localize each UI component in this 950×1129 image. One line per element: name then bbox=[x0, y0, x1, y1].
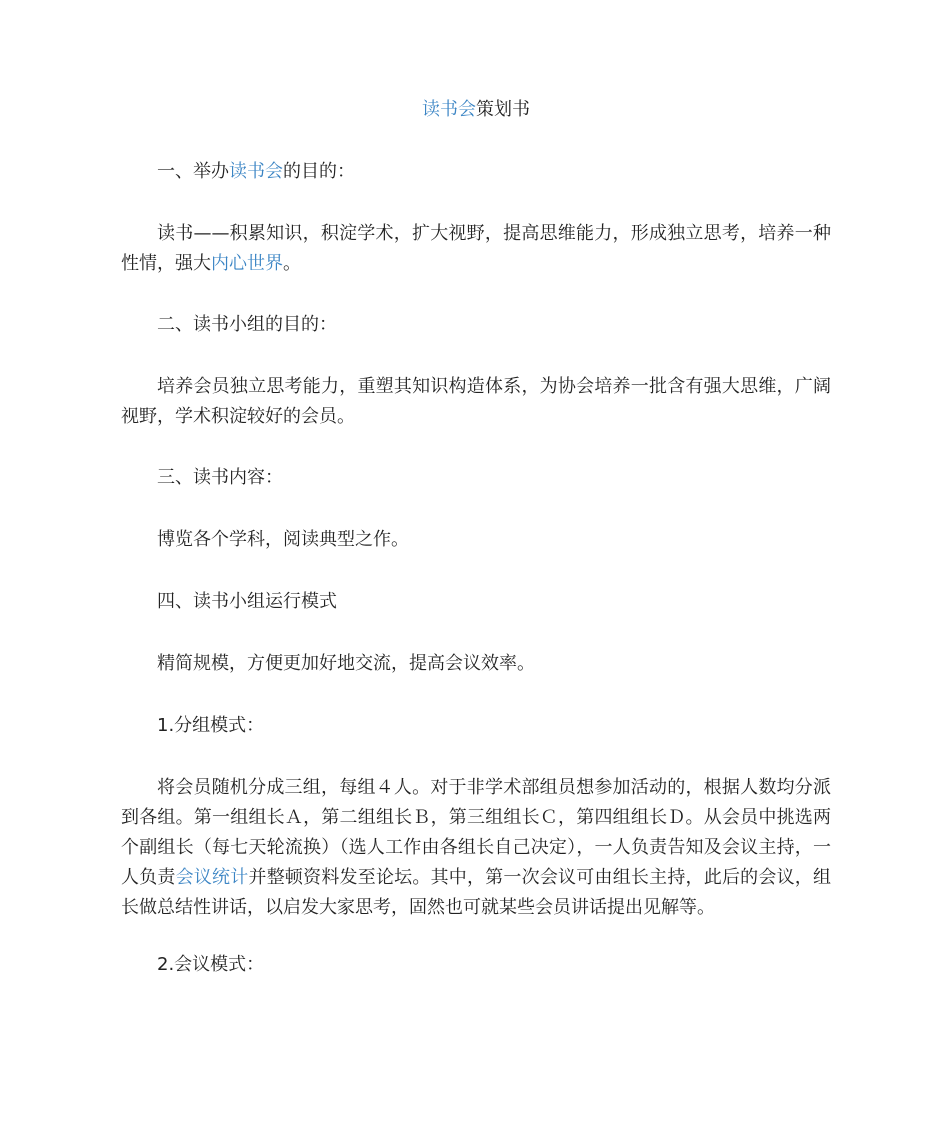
section4-heading: 四、读书小组运行模式 bbox=[157, 591, 337, 612]
section1-body-link[interactable]: 内心世界 bbox=[211, 253, 283, 274]
section1-body-pre: 读书——积累知识，积淀学术，扩大视野，提高思维能力，形成独立思考，培养一种性情，强大 bbox=[121, 223, 831, 274]
section3-heading: 三、读书内容： bbox=[157, 467, 283, 488]
sub1-body-pre: 将会员随机分成三组，每组４人。对于非学术部组员想参加活动的，根据人数均分派到各组。第一组组长Ａ，第二组组长Ｂ，第三组组长Ｃ，第四组组长Ｄ。从会员中挑选两个副组长（每七天轮流换）（选人工作由各组长自己决定），一人负责告知及会议主持，一人负责 bbox=[121, 777, 831, 888]
title-link[interactable]: 读书会 bbox=[422, 99, 476, 120]
title-text: 策划书 bbox=[476, 99, 530, 120]
section1-heading-pre: 一、举办 bbox=[157, 161, 229, 182]
sub1-body-post: 并整顿资料发至论坛。其中，第一次会议可由组长主持，此后的会议，组长做总结性讲话，以启发大家思考，固然也可就某些会员讲话提出见解等。 bbox=[121, 867, 832, 918]
section2-heading: 二、读书小组的目的： bbox=[157, 314, 337, 335]
section1-body-post: 。 bbox=[283, 253, 301, 274]
sub1-body-link[interactable]: 会议统计 bbox=[175, 867, 249, 888]
section4-body: 精简规模，方便更加好地交流，提高会议效率。 bbox=[157, 653, 535, 674]
section3-body: 博览各个学科，阅读典型之作。 bbox=[157, 529, 409, 550]
section1-heading bbox=[121, 157, 831, 187]
sub1-heading: 1.分组模式： bbox=[157, 715, 265, 736]
section1-heading-link[interactable]: 读书会 bbox=[229, 161, 283, 182]
sub2-heading: 2.会议模式： bbox=[157, 954, 265, 975]
section2-body: 培养会员独立思考能力，重塑其知识构造体系，为协会培养一批含有强大思维，广阔视野，学术积淀较好的会员。 bbox=[121, 376, 831, 427]
section1-body bbox=[121, 219, 831, 279]
section1-heading-post: 的目的： bbox=[283, 161, 355, 182]
document-title bbox=[121, 96, 831, 124]
sub1-body bbox=[121, 773, 831, 923]
